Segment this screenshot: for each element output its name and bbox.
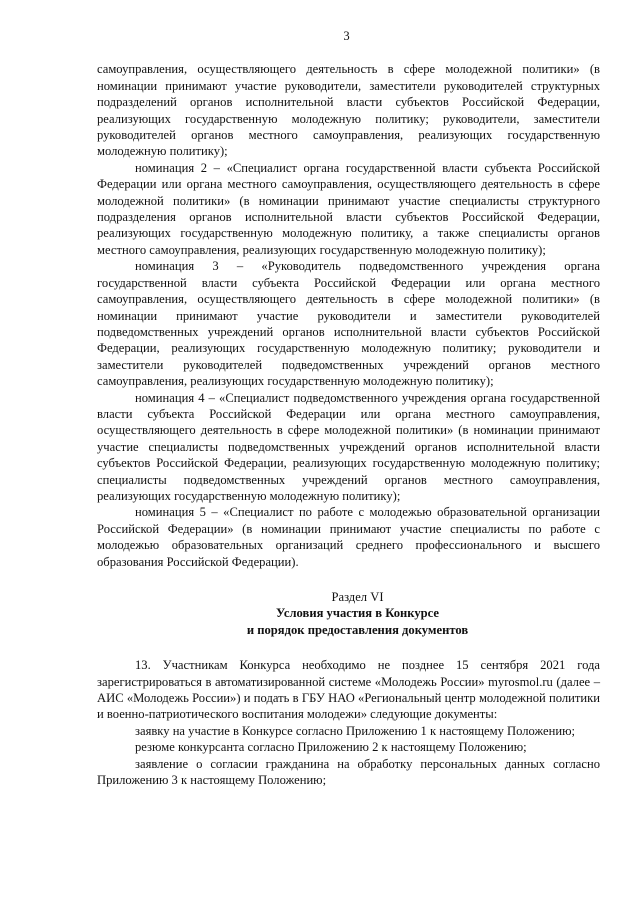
paragraph-clause-13: 13. Участникам Конкурса необходимо не позднее 15 сентября 2021 года зарегистрироваться в автоматизированной системе «Молодежь России» myrosmol.ru (далее – АИС «Молодежь России») и подать в ГБУ НАО «Региональный центр молодежной политики и военно-патриотического воспитания молодежи» следующие документы: — [97, 658, 600, 722]
paragraph-consent-item: заявление о согласии гражданина на обработку персональных данных согласно Приложению 3 к настоящему Положению; — [97, 756, 600, 788]
body-text-bottom — [97, 657, 600, 788]
paragraph-nomination-2: номинация 2 – «Специалист органа государственной власти субъекта Российской Федерации или органа местного самоуправления, осуществляющего деятельность в сфере молодежной политики» (в номинации принимают участие специалисты структурного подразделения органов исполнительной власти субъектов Российской Федерации, реализующих государственную молодежную политику, а также специалисты органов местного самоуправления, реализующих государственную молодежную политику); — [97, 160, 600, 257]
paragraph-resume-item: резюме конкурсанта согласно Приложению 2 к настоящему Положению; — [135, 740, 527, 755]
paragraph-nomination-4: номинация 4 – «Специалист подведомственного учреждения органа государственной власти субъекта Российской Федерации или органа местного самоуправления, осуществляющего деятельность в сфере молодежной политики» (в номинации принимают участие специалисты подведомственных учреждений органов исполнительной власти субъектов Российской Федерации, реализующих государственную молодежную политику; специалисты подведомственных учреждений органов местного самоуправления, реализующих государственную молодежную политику); — [97, 390, 600, 503]
paragraph-application-item: заявку на участие в Конкурсе согласно Приложению 1 к настоящему Положению; — [135, 723, 576, 738]
body-text-top — [97, 61, 600, 570]
section-title-line-1: Условия участия в Конкурсе — [276, 606, 439, 621]
document-page — [97, 28, 600, 788]
paragraph-nomination-3: номинация 3 – «Руководитель подведомственного учреждения органа государственной власти субъекта Российской Федерации или органа местного самоуправления, осуществляющего деятельность в сфере молодежной политики» (в номинации принимают участие руководители и заместители руководителей подведомственных учреждений органов исполнительной власти субъектов Российской Федерации, реализующих государственную молодежную политику; руководители и заместители руководителей подведомственных учреждений органов местного самоуправления, реализующих государственную молодежную политику); — [97, 259, 600, 389]
spacer — [97, 638, 600, 657]
section-heading — [115, 589, 600, 638]
page-number: 3 — [343, 29, 350, 43]
paragraph-nomination-1-continuation: самоуправления, осуществляющего деятельность в сфере молодежной политики» (в номинации принимают участие руководители, заместители руководителей структурных подразделений органов исполнительной власти субъектов Российской Федерации, реализующих государственную молодежную политику; руководители, заместители руководителей органов местного самоуправления, реализующих государственную молодежную политику); — [97, 62, 600, 159]
paragraph-nomination-5: номинация 5 – «Специалист по работе с молодежью образовательной организации Российской Федерации» (в номинации принимают участие специалисты по работе с молодежью образовательных организаций среднего профессионального и высшего образования Российской Федерации). — [97, 505, 600, 569]
section-label: Раздел VI — [331, 590, 384, 604]
section-title-line-2: и порядок предоставления документов — [246, 622, 469, 637]
